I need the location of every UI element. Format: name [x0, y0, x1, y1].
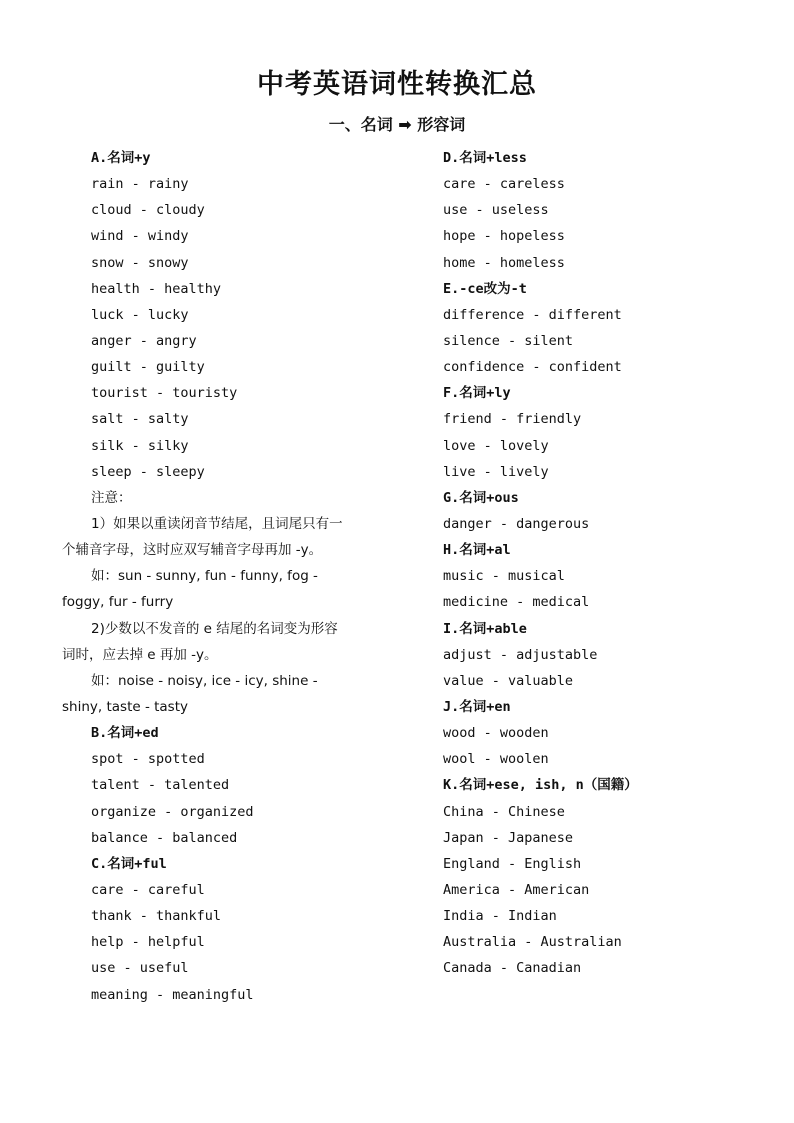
- word-pair: live - lively: [443, 463, 549, 480]
- word-pair: home - homeless: [443, 254, 565, 271]
- note-text: 1）如果以重读闭音节结尾，且词尾只有一: [91, 515, 343, 532]
- word-pair: tourist - touristy: [91, 385, 238, 402]
- word-pair: difference - different: [443, 306, 622, 323]
- word-pair: music - musical: [443, 568, 565, 585]
- word-pair: guilt - guilty: [91, 359, 205, 376]
- word-pair: value - valuable: [443, 672, 574, 689]
- group-heading: J.名词+en: [443, 698, 511, 715]
- word-pair: hope - hopeless: [443, 228, 565, 245]
- word-pair: meaning - meaningful: [91, 986, 254, 1003]
- word-pair: Japan - Japanese: [443, 829, 574, 846]
- word-pair: wood - wooden: [443, 725, 549, 742]
- word-pair: medicine - medical: [443, 594, 590, 611]
- note-text: shiny, taste - tasty: [62, 698, 189, 715]
- word-pair: use - useful: [91, 960, 189, 977]
- page-title: 中考英语词性转换汇总: [257, 69, 537, 100]
- group-heading: B.名词+ed: [91, 725, 159, 742]
- word-pair: love - lovely: [443, 437, 549, 454]
- word-pair: thank - thankful: [91, 908, 222, 925]
- word-pair: England - English: [443, 855, 582, 872]
- word-pair: India - Indian: [443, 908, 557, 925]
- note-text: 注意：: [91, 489, 132, 506]
- word-pair: health - healthy: [91, 280, 222, 297]
- word-pair: spot - spotted: [91, 751, 205, 768]
- word-pair: confidence - confident: [443, 359, 622, 376]
- word-pair: sleep - sleepy: [91, 463, 205, 480]
- group-heading: I.名词+able: [443, 620, 527, 637]
- section-heading: 一、名词 ➡ 形容词: [328, 115, 466, 134]
- word-pair: salt - salty: [91, 411, 189, 428]
- word-pair: balance - balanced: [91, 829, 238, 846]
- group-heading: C.名词+ful: [91, 855, 167, 872]
- word-pair: talent - talented: [91, 777, 230, 794]
- word-pair: Canada - Canadian: [443, 960, 582, 977]
- word-pair: snow - snowy: [91, 254, 189, 271]
- group-heading: H.名词+al: [443, 542, 511, 559]
- group-heading: F.名词+ly: [443, 385, 511, 402]
- note-text: 词时，应去掉 e 再加 -y。: [62, 646, 218, 663]
- group-heading: E.-ce改为-t: [443, 280, 527, 297]
- group-heading: G.名词+ous: [443, 489, 519, 506]
- note-text: 个辅音字母，这时应双写辅音字母再加 -y。: [62, 542, 323, 559]
- left-column: [62, 145, 392, 1008]
- word-pair: luck - lucky: [91, 306, 189, 323]
- note-text: 2)少数以不发音的 e 结尾的名词变为形容: [91, 620, 338, 637]
- word-pair: care - careless: [443, 176, 565, 193]
- word-pair: danger - dangerous: [443, 515, 590, 532]
- note-text: 如：sun - sunny, fun - funny, fog -: [91, 568, 318, 585]
- word-pair: wind - windy: [91, 228, 189, 245]
- word-pair: help - helpful: [91, 934, 205, 951]
- word-pair: anger - angry: [91, 332, 197, 349]
- word-pair: adjust - adjustable: [443, 646, 598, 663]
- word-pair: China - Chinese: [443, 803, 565, 820]
- word-pair: rain - rainy: [91, 176, 189, 193]
- note-text: 如：noise - noisy, ice - icy, shine -: [91, 672, 318, 689]
- group-heading: D.名词+less: [443, 150, 527, 166]
- word-pair: cloud - cloudy: [91, 202, 205, 219]
- word-pair: Australia - Australian: [443, 934, 622, 951]
- right-column: [443, 145, 763, 982]
- group-heading: A.名词+y: [91, 150, 151, 166]
- word-pair: friend - friendly: [443, 411, 582, 428]
- word-pair: wool - woolen: [443, 751, 549, 768]
- word-pair: silk - silky: [91, 437, 189, 454]
- word-pair: use - useless: [443, 202, 549, 219]
- group-heading: K.名词+ese, ish, n（国籍）: [443, 777, 638, 794]
- word-pair: America - American: [443, 881, 590, 898]
- note-text: foggy, fur - furry: [62, 594, 174, 611]
- word-pair: organize - organized: [91, 803, 254, 820]
- word-pair: care - careful: [91, 881, 205, 898]
- word-pair: silence - silent: [443, 332, 574, 349]
